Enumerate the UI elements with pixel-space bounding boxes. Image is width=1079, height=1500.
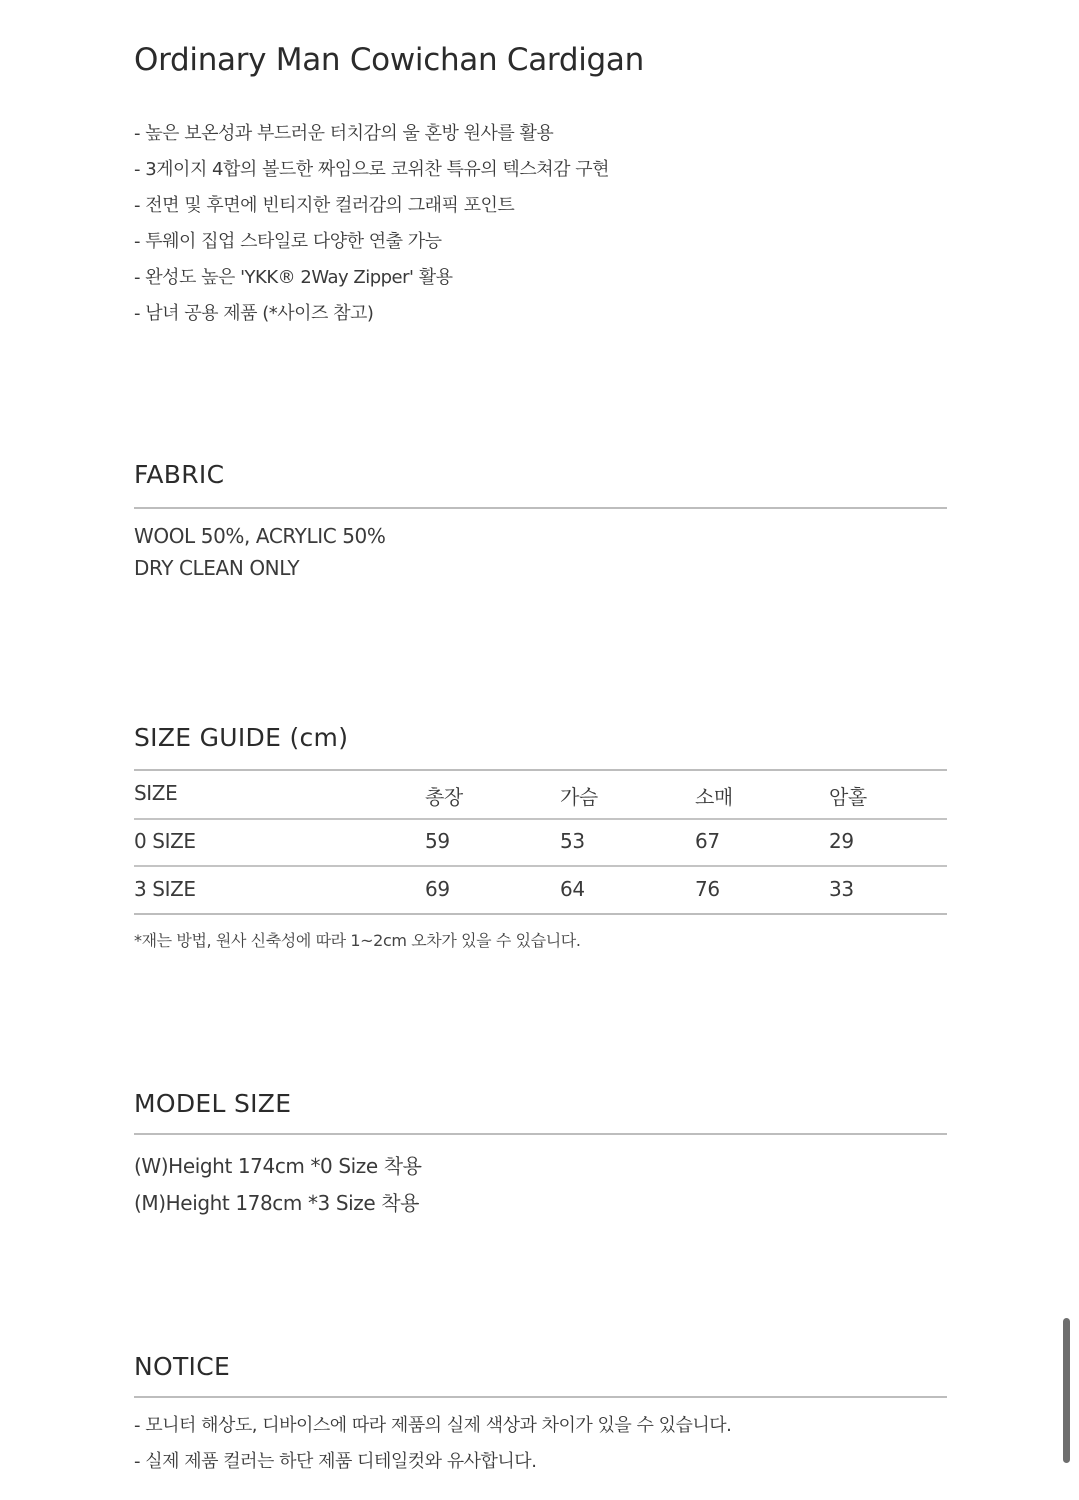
- row-length: 59: [425, 829, 450, 853]
- header-sleeve: 소매: [695, 785, 733, 809]
- notice-item: - 모니터 해상도, 디바이스에 따라 제품의 실제 색상과 차이가 있을 수 있습니다.: [134, 1415, 732, 1436]
- feature-item: - 투웨이 집업 스타일로 다양한 연출 가능: [134, 231, 442, 252]
- row-length: 69: [425, 877, 450, 901]
- feature-item: - 완성도 높은 'YKK® 2Way Zipper' 활용: [134, 267, 453, 288]
- table-divider: [134, 865, 947, 867]
- table-bottom-divider: [134, 913, 947, 915]
- table-row: [134, 819, 947, 867]
- table-divider: [134, 818, 947, 820]
- vertical-scrollbar[interactable]: [1063, 1318, 1070, 1463]
- fabric-divider: [134, 507, 947, 509]
- fabric-care: DRY CLEAN ONLY: [134, 556, 300, 580]
- row-sleeve: 76: [695, 877, 720, 901]
- row-armhole: 33: [829, 877, 854, 901]
- feature-list: [134, 116, 609, 332]
- size-guide-heading: SIZE GUIDE (cm): [134, 723, 349, 752]
- fabric-heading: FABRIC: [134, 460, 225, 489]
- notice-divider: [134, 1396, 947, 1398]
- size-note: *재는 방법, 원사 신축성에 따라 1~2cm 오차가 있을 수 있습니다.: [134, 931, 581, 950]
- row-size-label: 0 SIZE: [134, 829, 196, 853]
- fabric-composition: WOOL 50%, ACRYLIC 50%: [134, 524, 386, 548]
- feature-item: - 남녀 공용 제품 (*사이즈 참고): [134, 303, 374, 324]
- notice-item: - 실제 제품 컬러는 하단 제품 디테일컷와 유사합니다.: [134, 1451, 537, 1472]
- model-size-heading: MODEL SIZE: [134, 1089, 292, 1118]
- row-size-label: 3 SIZE: [134, 877, 196, 901]
- row-chest: 53: [560, 829, 585, 853]
- row-chest: 64: [560, 877, 585, 901]
- model-men: (M)Height 178cm *3 Size 착용: [134, 1191, 420, 1215]
- product-title: Ordinary Man Cowichan Cardigan: [134, 42, 644, 78]
- feature-item: - 높은 보온성과 부드러운 터치감의 울 혼방 원사를 활용: [134, 123, 554, 144]
- header-chest: 가슴: [560, 785, 598, 809]
- notice-heading: NOTICE: [134, 1352, 231, 1381]
- model-size-divider: [134, 1133, 947, 1135]
- row-armhole: 29: [829, 829, 854, 853]
- header-size: SIZE: [134, 781, 178, 805]
- model-women: (W)Height 174cm *0 Size 착용: [134, 1154, 422, 1178]
- header-length: 총장: [425, 785, 463, 809]
- row-sleeve: 67: [695, 829, 720, 853]
- table-row: [134, 867, 947, 915]
- feature-item: - 전면 및 후면에 빈티지한 컬러감의 그래픽 포인트: [134, 195, 515, 216]
- feature-item: - 3게이지 4합의 볼드한 짜임으로 코위찬 특유의 텍스쳐감 구현: [134, 159, 609, 180]
- header-armhole: 암홀: [829, 785, 867, 809]
- size-table: [134, 771, 947, 915]
- size-table-header: [134, 771, 947, 819]
